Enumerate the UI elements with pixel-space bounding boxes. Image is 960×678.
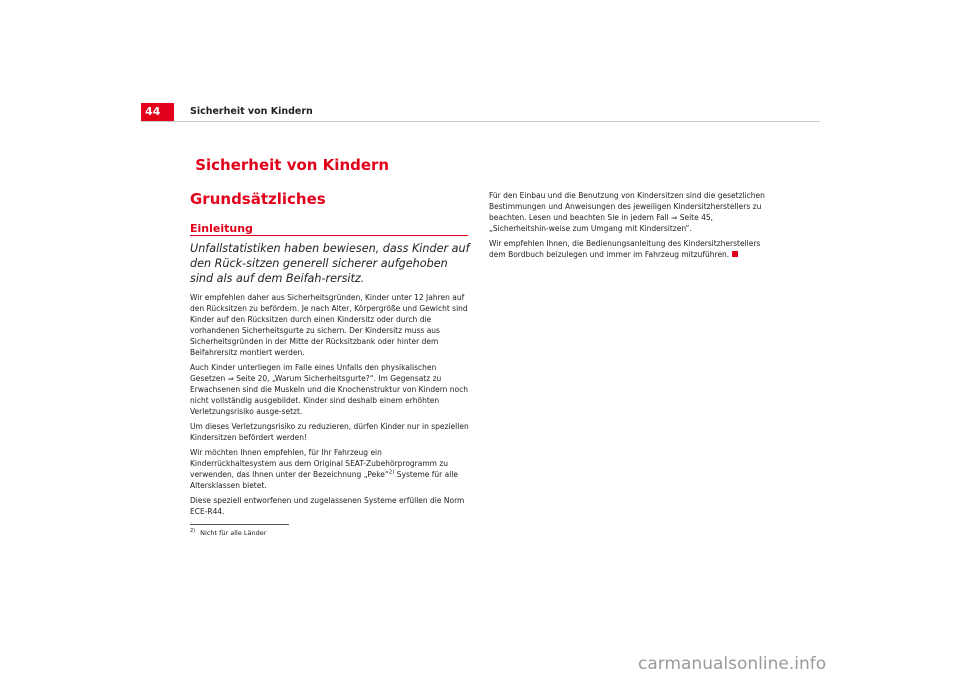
footnote-marker: 2) xyxy=(190,527,196,534)
body-paragraph: Um dieses Verletzungsrisiko zu reduzieren, dürfen Kinder nur in speziellen Kindersitzen befördert werden! xyxy=(190,422,469,442)
peke-text-after: Systeme für alle Altersklassen bietet. xyxy=(190,470,459,490)
end-text: Wir empfehlen Ihnen, die Bedienungsanleitung des Kindersitzherstellers dem Bordbuch beizulegen und immer im Fahrzeug mitzuführen. xyxy=(489,239,761,259)
body-paragraph: Auch Kinder unterliegen im Falle eines Unfalls den physikalischen Gesetzen ⇒ Seite 20, „Warum Sicherheitsgurte?“. Im Gegensatz zu Erwachsenen sind die Muskeln und die Knochenstruktur von Kindern noch nicht vollständig ausgebildet. Kinder sind deshalb einem erhöhten Verletzungsrisiko ausge-setzt. xyxy=(190,363,469,416)
footnote xyxy=(190,529,266,537)
running-title: Sicherheit von Kindern xyxy=(190,106,313,117)
end-of-section-icon xyxy=(732,251,738,257)
lead-paragraph: Unfallstatistiken haben bewiesen, dass Kinder auf den Rück-sitzen generell sicherer aufgehoben sind als auf dem Beifah-rersitz. xyxy=(190,242,470,285)
chapter-title: Sicherheit von Kindern xyxy=(190,156,390,174)
body-paragraph-end xyxy=(489,238,773,260)
body-paragraph-peke xyxy=(190,447,470,491)
right-column xyxy=(489,190,773,264)
body-paragraph: Für den Einbau und die Benutzung von Kindersitzen sind die gesetzlichen Bestimmungen und Anweisungen des jeweiligen Kindersitzherstellers zu beachten. Lesen und beachten Sie in jedem Fall ⇒ Seite 45, „Sicherheitshin-weise zum Umgang mit Kindersitzen“. xyxy=(489,191,765,233)
body-paragraph: Diese speziell entworfenen und zugelassenen Systeme erfüllen die Norm ECE-R44. xyxy=(190,496,465,516)
subsection-title: Einleitung xyxy=(190,222,253,235)
header-divider xyxy=(141,121,820,122)
footnote-divider xyxy=(190,524,289,525)
watermark: carmanualsonline.info xyxy=(638,654,827,674)
footnote-reference[interactable]: 2) xyxy=(388,469,395,476)
page-number-badge: 44 xyxy=(141,103,174,121)
body-paragraph: Wir empfehlen daher aus Sicherheitsgründen, Kinder unter 12 Jahren auf den Rücksitzen zu befördern. Je nach Alter, Körpergröße und Gewicht sind Kinder auf den Rücksitzen durch einen Kindersitz oder durch die vorhandenen Sicherheitsgurte zu sichern. Der Kindersitz muss aus Sicherheitsgründen in der Mitte der Rücksitzbank oder hinter dem Beifahrersitz montiert werden. xyxy=(190,293,468,357)
footnote-text: Nicht für alle Länder xyxy=(200,529,267,537)
subsection-divider xyxy=(190,235,468,236)
peke-text-before: Wir möchten Ihnen empfehlen, für Ihr Fahrzeug ein Kinderrückhaltesystem aus dem Original SEAT-Zubehörprogramm zu verwenden, das Ihnen unter der Bezeichnung „Peke“ xyxy=(190,448,449,479)
section-title: Grundsätzliches xyxy=(190,190,326,208)
left-column xyxy=(190,292,470,521)
